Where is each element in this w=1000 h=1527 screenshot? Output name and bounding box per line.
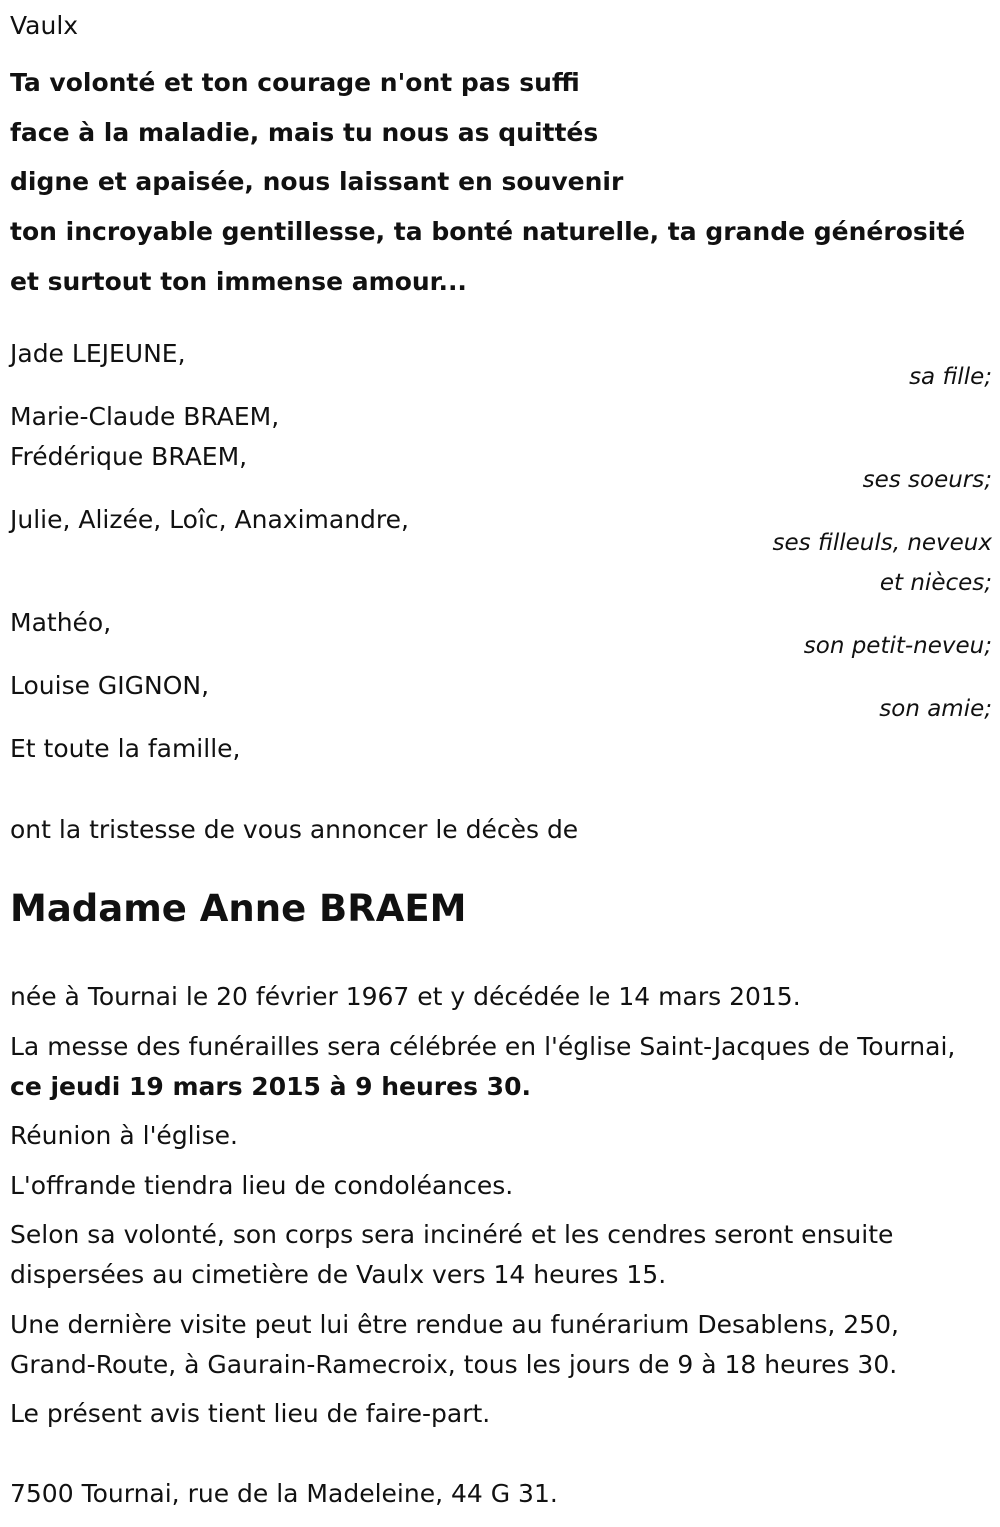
reunion-info: Réunion à l'église.: [10, 1121, 238, 1150]
family-name-matheo: Mathéo,: [10, 608, 112, 637]
relation-godchildren-line1: ses filleuls, neveux: [772, 530, 992, 556]
family-address: 7500 Tournai, rue de la Madeleine, 44 G 31.: [10, 1479, 558, 1508]
deceased-name: Madame Anne BRAEM: [10, 887, 467, 930]
notice-info: Le présent avis tient lieu de faire-part.: [10, 1399, 491, 1428]
family-name-louise: Louise GIGNON,: [10, 671, 210, 700]
quote-line: Ta volonté et ton courage n'ont pas suffi: [10, 68, 580, 97]
mass-info: [10, 1027, 992, 1107]
mass-info-prefix: La messe des funérailles sera célébrée en l'église Saint-Jacques de Tournai,: [10, 1031, 956, 1061]
family-names-godchildren: Julie, Alizée, Loîc, Anaximandre,: [10, 505, 409, 534]
relation-daughter: sa fille;: [909, 364, 992, 390]
quote-line: et surtout ton immense amour...: [10, 266, 467, 296]
memorial-quote: [10, 58, 992, 307]
offering-info: L'offrande tiendra lieu de condoléances.: [10, 1170, 514, 1200]
relation-sisters: ses soeurs;: [862, 467, 992, 493]
location: Vaulx: [10, 11, 79, 40]
funeral-details: [10, 977, 992, 1444]
relation-friend: son amie;: [879, 696, 992, 722]
quote-line: face à la maladie, mais tu nous as quittés: [10, 117, 599, 147]
visit-info: Une dernière visite peut lui être rendue au funérarium Desablens, 250, Grand-Route, à Gaurain-Ramecroix, tous les jours de 9 à 18 heures 30.: [10, 1309, 899, 1379]
quote-line: digne et apaisée, nous laissant en souvenir: [10, 167, 624, 197]
quote-line: ton incroyable gentillesse, ta bonté naturelle, ta grande générosité: [10, 217, 966, 247]
cremation-info: Selon sa volonté, son corps sera incinéré et les cendres seront ensuite dispersées au cimetière de Vaulx vers 14 heures 15.: [10, 1220, 894, 1289]
relation-grand-nephew: son petit-neveu;: [803, 633, 992, 659]
mass-datetime: ce jeudi 19 mars 2015 à 9 heures 30.: [10, 1071, 531, 1101]
family-all: Et toute la famille,: [10, 734, 241, 763]
announcement-text: ont la tristesse de vous annoncer le décès de: [10, 815, 579, 844]
birth-death-info: née à Tournai le 20 février 1967 et y décédée le 14 mars 2015.: [10, 982, 801, 1011]
family-name-frederique: Frédérique BRAEM,: [10, 442, 248, 471]
family-name-marie-claude: Marie-Claude BRAEM,: [10, 402, 280, 431]
relation-godchildren-line2: et nièces;: [879, 570, 992, 596]
family-name-jade: Jade LEJEUNE,: [10, 339, 186, 368]
